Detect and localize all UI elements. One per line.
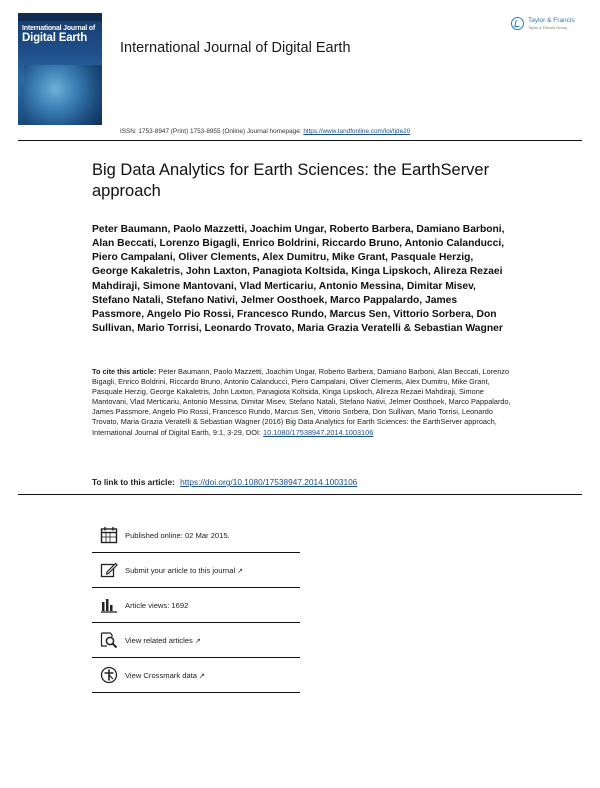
crossmark-icon xyxy=(100,666,118,684)
submit-article-text: Submit your article to this journal xyxy=(125,566,236,575)
submit-article-link[interactable] xyxy=(125,566,243,575)
publisher-name: Taylor & Francis xyxy=(528,17,575,24)
search-icon xyxy=(100,631,118,649)
related-articles-link[interactable] xyxy=(125,636,201,645)
related-articles-row[interactable] xyxy=(92,623,300,658)
article-views-row xyxy=(92,588,300,623)
publisher-logo[interactable] xyxy=(511,16,583,36)
article-link-label: To link to this article: xyxy=(92,477,175,487)
external-link-icon: ↗ xyxy=(237,568,244,575)
article-views-text: Article views: 1692 xyxy=(125,601,189,610)
issn-text: ISSN: 1753-8947 (Print) 1753-8955 (Online) Journal homepage: xyxy=(120,128,302,135)
bar-chart-icon xyxy=(100,596,118,614)
published-online-row xyxy=(92,518,300,553)
submit-article-row[interactable] xyxy=(92,553,300,588)
journal-cover xyxy=(18,13,102,125)
citation-block xyxy=(92,367,512,438)
published-online-text: Published online: 02 Mar 2015. xyxy=(125,531,230,540)
cover-top-bar xyxy=(18,13,102,21)
cover-globe-image xyxy=(24,65,102,125)
cover-title xyxy=(22,25,100,44)
journal-homepage-link[interactable]: https://www.tandfonline.com/loi/tjde20 xyxy=(303,128,411,135)
cover-title-line1: International Journal of xyxy=(22,25,95,32)
citation-divider xyxy=(18,494,582,495)
publisher-subname: Taylor & Francis Group xyxy=(528,26,567,30)
citation-text: Peter Baumann, Paolo Mazzetti, Joachim Ungar, Roberto Barbera, Damiano Barboni, Alan Beccati, Lorenzo Bigagli, Enrico Boldrini, Riccardo Bruno, Antonio Calanducci, Piero Campalani, Oliver Clements, Alex Dumitru, Mike Grant, Pasquale Herzig, George Kakaletris, John Laxton, Panagiota Koltsida, Kinga Lipskoch, Alireza Rezaei Mahdiraji, Simone Mantovani, Vlad Merticariu, Antonio Messina, Dimitar Misev, Stefano Natali, Stefano Nativi, Jelmer Oosthoek, Marco Pappalardo, James Passmore, Angelo Pio Rossi, Francesco Rundo, Marcus Sen, Vittorio Sorbera, Don Sullivan, Mario Torrisi, Leonardo Trovato, Maria Grazia Veratelli & Sebastian Wagner (2016) Big Data Analytics for Earth Sciences: the EarthServer approach, International Journal of Digital Earth, 9:1, 3-29, DOI: xyxy=(92,367,511,437)
edit-icon xyxy=(100,561,118,579)
crossmark-link[interactable] xyxy=(125,671,205,680)
external-link-icon: ↗ xyxy=(199,673,205,680)
publisher-logo-icon xyxy=(511,17,524,30)
article-doi-url[interactable]: https://doi.org/10.1080/17538947.2014.1003106 xyxy=(180,477,358,487)
row-divider xyxy=(92,692,300,693)
issn-line xyxy=(120,128,410,135)
cover-title-line2: Digital Earth xyxy=(22,32,88,44)
article-title: Big Data Analytics for Earth Sciences: the EarthServer approach xyxy=(92,161,490,200)
header-divider xyxy=(18,140,582,141)
calendar-icon xyxy=(100,526,118,544)
crossmark-row[interactable] xyxy=(92,658,300,693)
related-articles-text: View related articles xyxy=(125,636,193,645)
article-link-line xyxy=(92,477,357,487)
citation-label: To cite this article: xyxy=(92,367,157,376)
author-list: Peter Baumann, Paolo Mazzetti, Joachim Ungar, Roberto Barbera, Damiano Barboni, Alan Beccati, Lorenzo Bigagli, Enrico Boldrini, Riccardo Bruno, Antonio Calanducci, Piero Campalani, Oliver Clements, Alex Dumitru, Mike Grant, Pasquale Herzig, George Kakaletris, John Laxton, Panagiota Koltsida, Kinga Lipskoch, Alireza Rezaei Mahdiraji, Simone Mantovani, Vlad Merticariu, Antonio Messina, Dimitar Misev, Stefano Natali, Stefano Nativi, Jelmer Oosthoek, Marco Pappalardo, James Passmore, Angelo Pio Rossi, Francesco Rundo, Marcus Sen, Vittorio Sorbera, Don Sullivan, Mario Torrisi, Leonardo Trovato, Maria Grazia Veratelli & Sebastian Wagner xyxy=(92,224,505,335)
journal-title[interactable]: International Journal of Digital Earth xyxy=(120,40,351,56)
external-link-icon: ↗ xyxy=(194,638,201,645)
citation-doi-link[interactable]: 10.1080/17538947.2014.1003106 xyxy=(263,427,374,437)
crossmark-text: View Crossmark data xyxy=(125,671,198,680)
